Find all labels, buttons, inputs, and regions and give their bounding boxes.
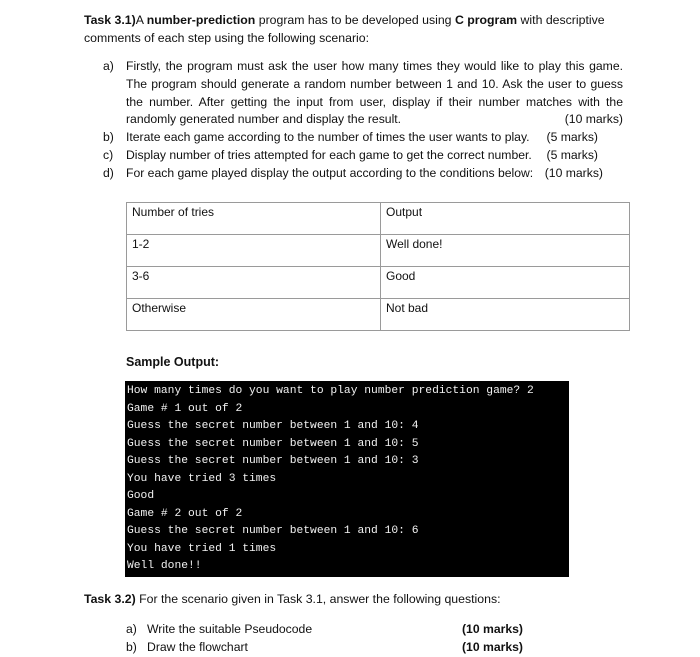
table-cell: Otherwise <box>127 299 381 331</box>
conditions-table <box>126 202 630 331</box>
list-item: d) For each game played display the output according to the conditions below: (10 marks) <box>103 165 603 180</box>
table-cell: Good <box>381 267 630 299</box>
table-cell: Not bad <box>381 299 630 331</box>
table-header-cell: Number of tries <box>127 203 381 235</box>
console-line: Game # 2 out of 2 <box>127 507 243 520</box>
task-3-2-heading: Task 3.2) For the scenario given in Task 3.1, answer the following questions: <box>84 592 501 606</box>
console-line: How many times do you want to play number prediction game? 2 <box>127 385 534 397</box>
console-line: Well done!! <box>127 560 202 572</box>
sample-output-title: Sample Output: <box>126 355 220 369</box>
list-item: a) Firstly, the program must ask the user how many times they would like to play this game. The program should generate a random number between 1 and 10. Ask the user to guess the number. After getting the input from user, display if their number matches with the randomly generated number and display the result. (10 marks) <box>103 59 623 127</box>
console-line: Guess the secret number between 1 and 10: 5 <box>127 437 419 450</box>
console-output <box>125 381 569 577</box>
console-line: Guess the secret number between 1 and 10: 4 <box>127 420 419 432</box>
table-header-cell: Output <box>381 203 630 235</box>
console-line: Guess the secret number between 1 and 10: 6 <box>127 525 419 537</box>
console-line: Good <box>127 490 155 502</box>
table-cell: 3-6 <box>127 267 381 299</box>
table-cell: 1-2 <box>127 235 381 267</box>
table-row <box>127 299 630 331</box>
list-item: a) Write the suitable Pseudocode (10 marks) <box>126 622 523 636</box>
task-3-2-number: Task 3.2) <box>84 592 136 606</box>
console-line: You have tried 1 times <box>127 542 277 555</box>
table-row <box>127 235 630 267</box>
console-line: You have tried 3 times <box>127 472 277 485</box>
list-item: b) Draw the flowchart (10 marks) <box>126 640 523 654</box>
list-item: b) Iterate each game according to the number of times the user wants to play. (5 marks) <box>103 130 598 145</box>
table-cell: Well done! <box>381 235 630 267</box>
task-3-1-number: Task 3.1) <box>84 13 136 27</box>
task-3-1-heading: Task 3.1)A number-prediction program has to be developed using C program with descriptive comments of each step using the following scenario: <box>84 13 605 45</box>
list-item: c) Display number of tries attempted for each game to get the correct number. (5 marks) <box>103 147 598 162</box>
requirement-list <box>103 58 623 183</box>
table-header-row <box>127 203 630 235</box>
console-line: Guess the secret number between 1 and 10: 3 <box>127 455 419 467</box>
table-row <box>127 267 630 299</box>
console-line: Game # 1 out of 2 <box>127 402 243 415</box>
